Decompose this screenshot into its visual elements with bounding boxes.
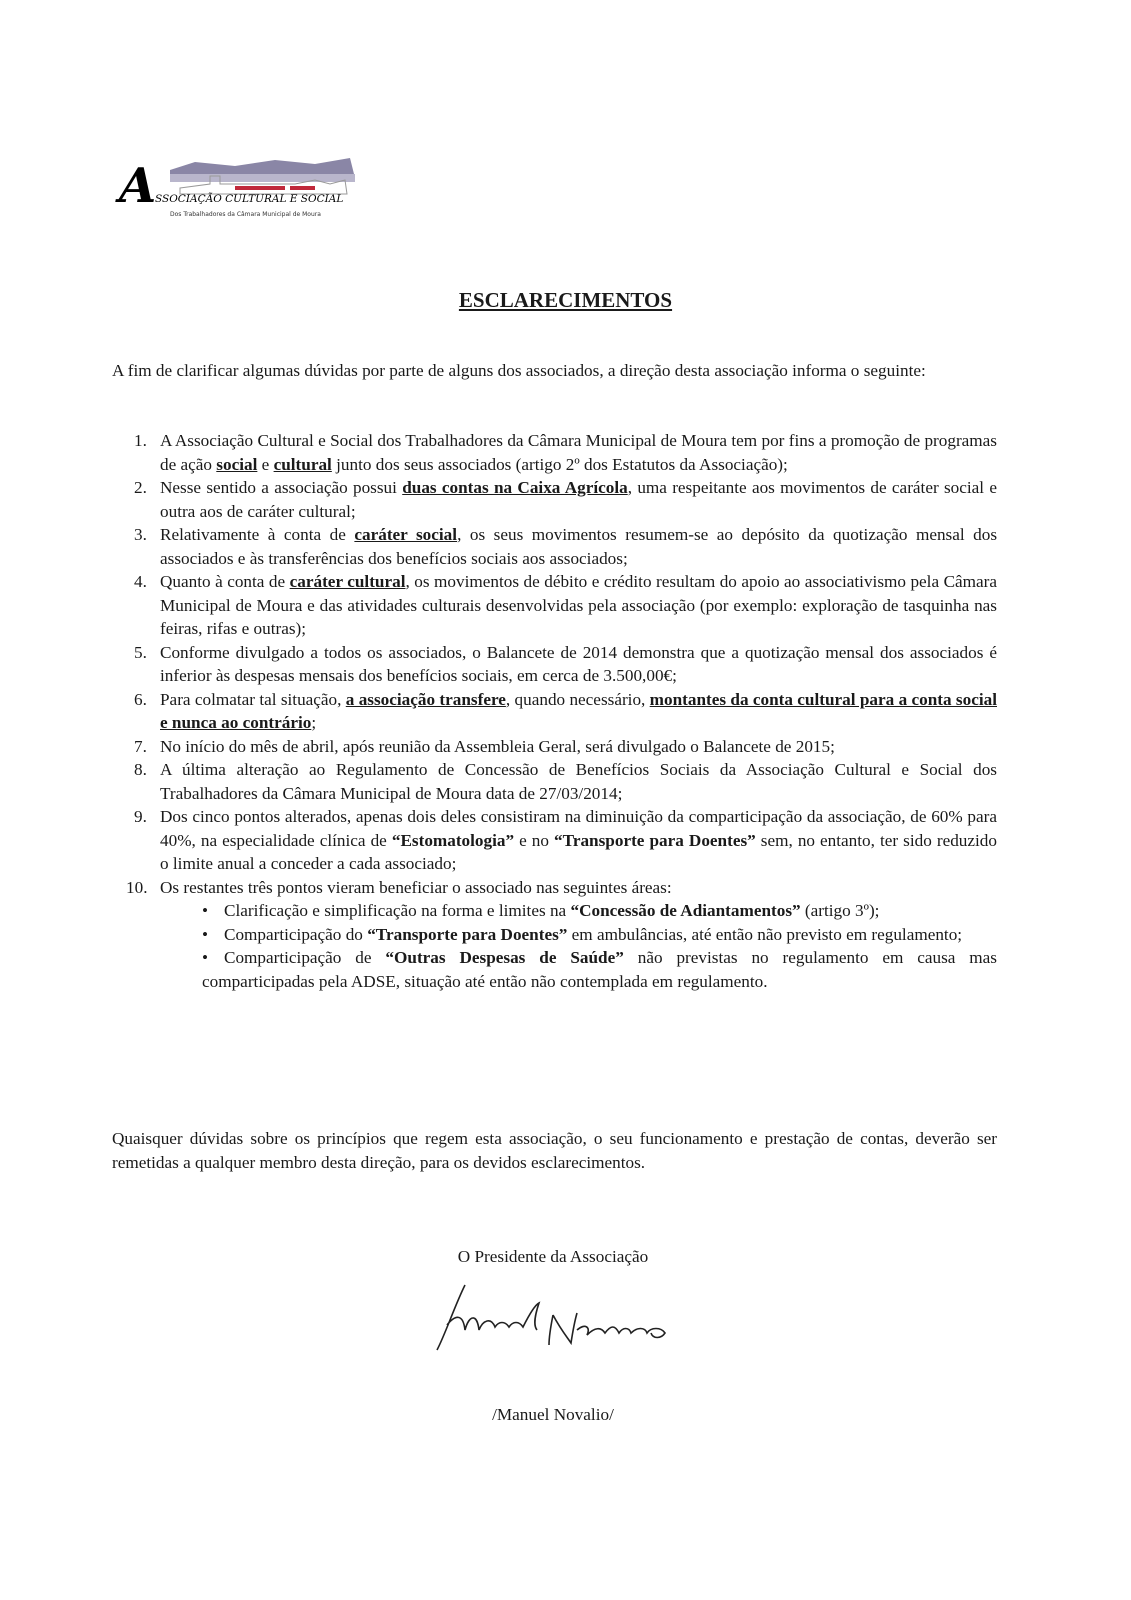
signer-name: /Manuel Novalio/ — [492, 1405, 614, 1424]
bullet-text — [202, 923, 997, 947]
text-segment: não previstas no regulamento em causa mas comparticipadas pela ADSE, situação até então não contemplada em regulamento. — [202, 948, 997, 991]
svg-text:SSOCIAÇÃO CULTURAL E SOCIAL: SSOCIAÇÃO CULTURAL E SOCIAL — [155, 193, 344, 205]
document-title: ESCLARECIMENTOS — [458, 288, 673, 312]
list-number: 8. — [134, 760, 147, 779]
emphasized-text: “Transporte para Doentes” — [554, 830, 756, 850]
list-number: 5. — [134, 642, 147, 662]
text-segment: (artigo 3º); — [800, 901, 880, 920]
emphasized-text: “Transporte para Doentes” — [367, 924, 568, 944]
list-number: 6. — [134, 689, 147, 709]
text-segment: Nesse sentido a associação possui — [160, 478, 403, 497]
text-segment: sem, no entanto, ter sido reduzido o limite anual a conceder a cada associado; — [160, 830, 997, 873]
list-number: 4. — [134, 572, 147, 591]
list-item — [112, 523, 997, 570]
bullet-text — [202, 946, 997, 993]
text-segment: , quando necessário, — [505, 689, 650, 709]
clarification-list — [112, 429, 997, 993]
list-item — [112, 570, 997, 641]
text-segment: Conforme divulgado a todos os associados, o Balancete de 2014 demonstra que a quotização mensal dos associados é inferior às despesas mensais dos benefícios sociais, em cerca de 3.500,00€; — [160, 642, 997, 685]
closing-paragraph: Quaisquer dúvidas sobre os princípios que regem esta associação, o seu funcionamento e prestação de contas, deverão ser remetidas a qualquer membro desta direção, para os devidos esclarecimentos. — [112, 1129, 997, 1172]
text-segment: , os movimentos de débito e crédito resultam do apoio ao associativismo pela Câmara Municipal de Moura e das atividades culturais desenvolvidas pela associação (por exemplo: exploração de tasquinha nas feiras, rifas e outras); — [160, 572, 998, 638]
bullet-icon: • — [202, 901, 209, 920]
list-number: 7. — [134, 736, 147, 756]
text-segment: Dos cinco pontos alterados, apenas dois deles consistiram na diminuição da comparticipação da associação, de 60% para 40%, na especialidade clínica de — [160, 807, 997, 850]
emphasized-text: caráter social — [354, 525, 458, 544]
emphasized-text: “Estomatologia” — [391, 830, 515, 850]
text-segment: , os seus movimentos resumem-se ao depósito da quotização mensal dos associados e às transferências dos benefícios sociais aos associados; — [160, 525, 998, 568]
emphasized-text: cultural — [273, 454, 332, 474]
text-segment: em ambulâncias, até então não previsto em regulamento; — [567, 924, 963, 944]
text-segment: , uma respeitante aos movimentos de caráter social e outra aos de caráter cultural; — [160, 478, 997, 521]
list-item — [112, 476, 997, 523]
emphasized-text: duas contas na Caixa Agrícola — [402, 478, 628, 497]
association-logo — [115, 150, 365, 230]
list-item — [112, 641, 997, 688]
list-number: 3. — [134, 525, 147, 544]
list-number: 1. — [134, 431, 147, 450]
list-item — [112, 876, 997, 994]
list-number: 2. — [134, 478, 147, 497]
svg-text:Dos Trabalhadores da Câmara Mu: Dos Trabalhadores da Câmara Municipal de Moura — [170, 211, 321, 218]
text-segment: e — [257, 454, 274, 474]
bullet-item — [202, 899, 997, 923]
text-segment: Clarificação e simplificação na forma e limites na — [224, 901, 571, 920]
text-segment: A última alteração ao Regulamento de Concessão de Benefícios Sociais da Associação Cultural e Social dos Trabalhadores da Câmara Municipal de Moura data de 27/03/2014; — [160, 760, 997, 803]
text-segment: Quanto à conta de — [160, 572, 290, 591]
svg-text:A: A — [119, 158, 157, 214]
bullet-icon: • — [202, 948, 209, 967]
bullet-item — [202, 946, 997, 993]
list-number: 10. — [126, 877, 148, 897]
list-item — [112, 735, 997, 759]
text-segment: ; — [311, 713, 317, 732]
emphasized-text: a associação transfere — [345, 689, 506, 709]
bullet-text — [202, 899, 997, 923]
text-segment: No início do mês de abril, após reunião da Assembleia Geral, será divulgado o Balancete de 2015; — [160, 736, 835, 756]
text-segment: e no — [514, 830, 555, 850]
list-item — [112, 429, 997, 476]
bullet-list — [160, 899, 997, 993]
text-segment: Comparticipação do — [224, 924, 368, 944]
handwritten-signature — [425, 1275, 685, 1370]
text-segment: Os restantes três pontos vieram beneficiar o associado nas seguintes áreas: — [160, 877, 672, 897]
text-segment: junto dos seus associados (artigo 2º dos Estatutos da Associação); — [331, 454, 788, 474]
list-item — [112, 758, 997, 805]
list-item — [112, 688, 997, 735]
intro-paragraph: A fim de clarificar algumas dúvidas por parte de alguns dos associados, a direção desta associação informa o seguinte: — [112, 361, 926, 380]
list-item — [112, 805, 997, 876]
text-segment: Comparticipação de — [224, 948, 386, 967]
emphasized-text: “Concessão de Adiantamentos” — [570, 901, 801, 920]
emphasized-text: caráter cultural — [289, 572, 406, 591]
text-segment: Para colmatar tal situação, — [160, 689, 346, 709]
text-segment: Relativamente à conta de — [160, 525, 355, 544]
bullet-item — [202, 923, 997, 947]
text-segment: A Associação Cultural e Social dos Trabalhadores da Câmara Municipal de Moura tem por fins a promoção de programas de ação — [160, 431, 997, 474]
signoff-label: O Presidente da Associação — [457, 1247, 649, 1266]
bullet-icon: • — [202, 924, 209, 944]
emphasized-text: “Outras Despesas de Saúde” — [385, 948, 624, 967]
emphasized-text: montantes da conta cultural para a conta social e nunca ao contrário — [160, 689, 997, 732]
emphasized-text: social — [216, 454, 258, 474]
list-number: 9. — [134, 807, 147, 826]
